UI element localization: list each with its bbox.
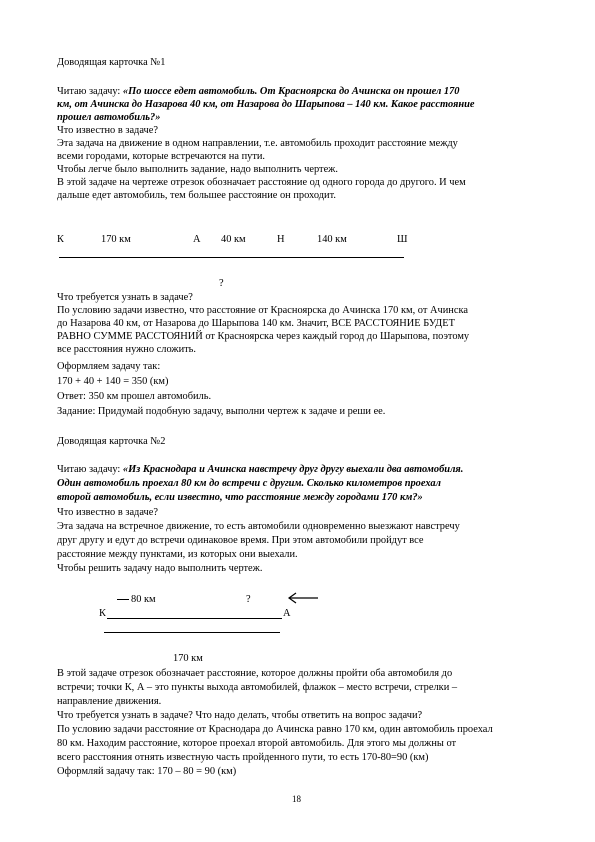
card1-task-line-1 bbox=[57, 85, 460, 98]
card2-task-line-2: Один автомобиль проехал 80 км до встречи с другим. Сколько километров проехал bbox=[57, 478, 441, 489]
card1-explain-3: Чтобы легче было выполнить задание, надо выполнить чертеж. bbox=[57, 164, 338, 175]
card1-required-question: Что требуется узнать в задаче? bbox=[57, 292, 193, 303]
unknown-total-mark: ? bbox=[219, 278, 224, 289]
point-a: А bbox=[283, 608, 291, 619]
card2-explain-2: друг другу и едут до встречи одинаковое время. При этом автомобили пройдут все bbox=[57, 535, 424, 546]
distance-80: 80 км bbox=[131, 594, 156, 605]
lower-segment bbox=[104, 632, 280, 633]
task-text: «По шоссе едет автомобиль. От Красноярска до Ачинска он прошел 170 bbox=[122, 86, 460, 97]
card1-task-line-3: прошел автомобиль?» bbox=[57, 112, 161, 123]
card2-solution-3: всего расстояния отнять известную часть пройденного пути, то есть 170-80=90 (км) bbox=[57, 752, 429, 763]
upper-segment bbox=[107, 618, 282, 619]
card1-explain-2: всеми городами, которые встречаются на пути. bbox=[57, 151, 266, 162]
task-text: «Из Краснодара и Ачинска навстречу друг другу выехали два автомобиля. bbox=[122, 464, 464, 475]
card2-known-question: Что известно в задаче? bbox=[57, 507, 158, 518]
distance-k-a: 170 км bbox=[101, 234, 131, 245]
card1-explain-4: В этой задаче на чертеже отрезок обозначает расстояние од одного города до другого. И чем bbox=[57, 177, 466, 188]
card2-required-question: Что требуется узнать в задаче? Что надо делать, чтобы ответить на вопрос задачи? bbox=[57, 710, 423, 721]
point-sh: Ш bbox=[397, 234, 408, 245]
card1-explain-1: Эта задача на движение в одном направлении, т.е. автомобиль проходит расстояние между bbox=[57, 138, 458, 149]
card1-solution-4: все расстояния нужно сложить. bbox=[57, 344, 197, 355]
read-task-label: Читаю задачу: bbox=[57, 86, 123, 97]
card2-solution-2: 80 км. Находим расстояние, которое проехал второй автомобиль. Для этого мы должны от bbox=[57, 738, 457, 749]
point-k: К bbox=[57, 234, 64, 245]
unknown-distance-mark: ? bbox=[246, 594, 251, 605]
card1-solution-6: 170 + 40 + 140 = 350 (км) bbox=[57, 376, 169, 387]
card1-solution-2: до Назарова 40 км, от Назарова до Шарыпова 140 км. Значит, ВСЕ РАССТОЯНИЕ БУДЕТ bbox=[57, 318, 455, 329]
card2-task-line-3: второй автомобиль, если известно, что расстояние между городами 170 км?» bbox=[57, 492, 423, 503]
card1-solution-5: Оформляем задачу так: bbox=[57, 361, 161, 372]
card1-solution-1: По условию задачи известно, что расстояние от Красноярска до Ачинска 170 км, от Ачинска bbox=[57, 305, 468, 316]
route-segment bbox=[59, 257, 404, 258]
card2-title: Доводящая карточка №2 bbox=[57, 436, 166, 447]
point-k: К bbox=[99, 608, 106, 619]
card1-assignment: Задание: Придумай подобную задачу, выполни чертеж к задаче и реши ее. bbox=[57, 406, 386, 417]
flag-mark bbox=[117, 599, 129, 600]
read-task-label: Читаю задачу: bbox=[57, 464, 123, 475]
card1-answer: Ответ: 350 км прошел автомобиль. bbox=[57, 391, 212, 402]
card1-known-question: Что известно в задаче? bbox=[57, 125, 158, 136]
distance-a-n: 40 км bbox=[221, 234, 246, 245]
total-distance: 170 км bbox=[173, 653, 203, 664]
card2-solution-4: Оформляй задачу так: 170 – 80 = 90 (км) bbox=[57, 766, 237, 777]
card2-task-line-1 bbox=[57, 463, 463, 476]
card1-explain-5: дальше едет автомобиль, тем большее расстояние он проходит. bbox=[57, 190, 336, 201]
card2-after-2: встречи; точки К, А – это пункты выхода автомобилей, флажок – место встречи, стрелки – bbox=[57, 682, 458, 693]
point-n: Н bbox=[277, 234, 285, 245]
arrow-left-icon bbox=[286, 592, 320, 604]
card1-title: Доводящая карточка №1 bbox=[57, 57, 166, 68]
page-number: 18 bbox=[292, 794, 301, 804]
card2-after-1: В этой задаче отрезок обозначает расстояние, которое должны пройти оба автомобиля до bbox=[57, 668, 453, 679]
distance-n-sh: 140 км bbox=[317, 234, 347, 245]
card1-solution-3: РАВНО СУММЕ РАССТОЯНИЙ от Красноярска через каждый город до Шарыпова, поэтому bbox=[57, 331, 470, 342]
card2-explain-4: Чтобы решить задачу надо выполнить чертеж. bbox=[57, 563, 263, 574]
point-a: А bbox=[193, 234, 201, 245]
card2-explain-3: расстояние между пунктами, из которых они выехали. bbox=[57, 549, 298, 560]
card1-task-line-2: км, от Ачинска до Назарова 40 км, от Назарова до Шарыпова – 140 км. Какое расстояние bbox=[57, 99, 475, 110]
card2-solution-1: По условию задачи расстояние от Краснодара до Ачинска равно 170 км, один автомобиль проехал bbox=[57, 724, 493, 735]
card2-explain-1: Эта задача на встречное движение, то есть автомобили одновременно выезжают навстречу bbox=[57, 521, 460, 532]
card2-after-3: направление движения. bbox=[57, 696, 162, 707]
